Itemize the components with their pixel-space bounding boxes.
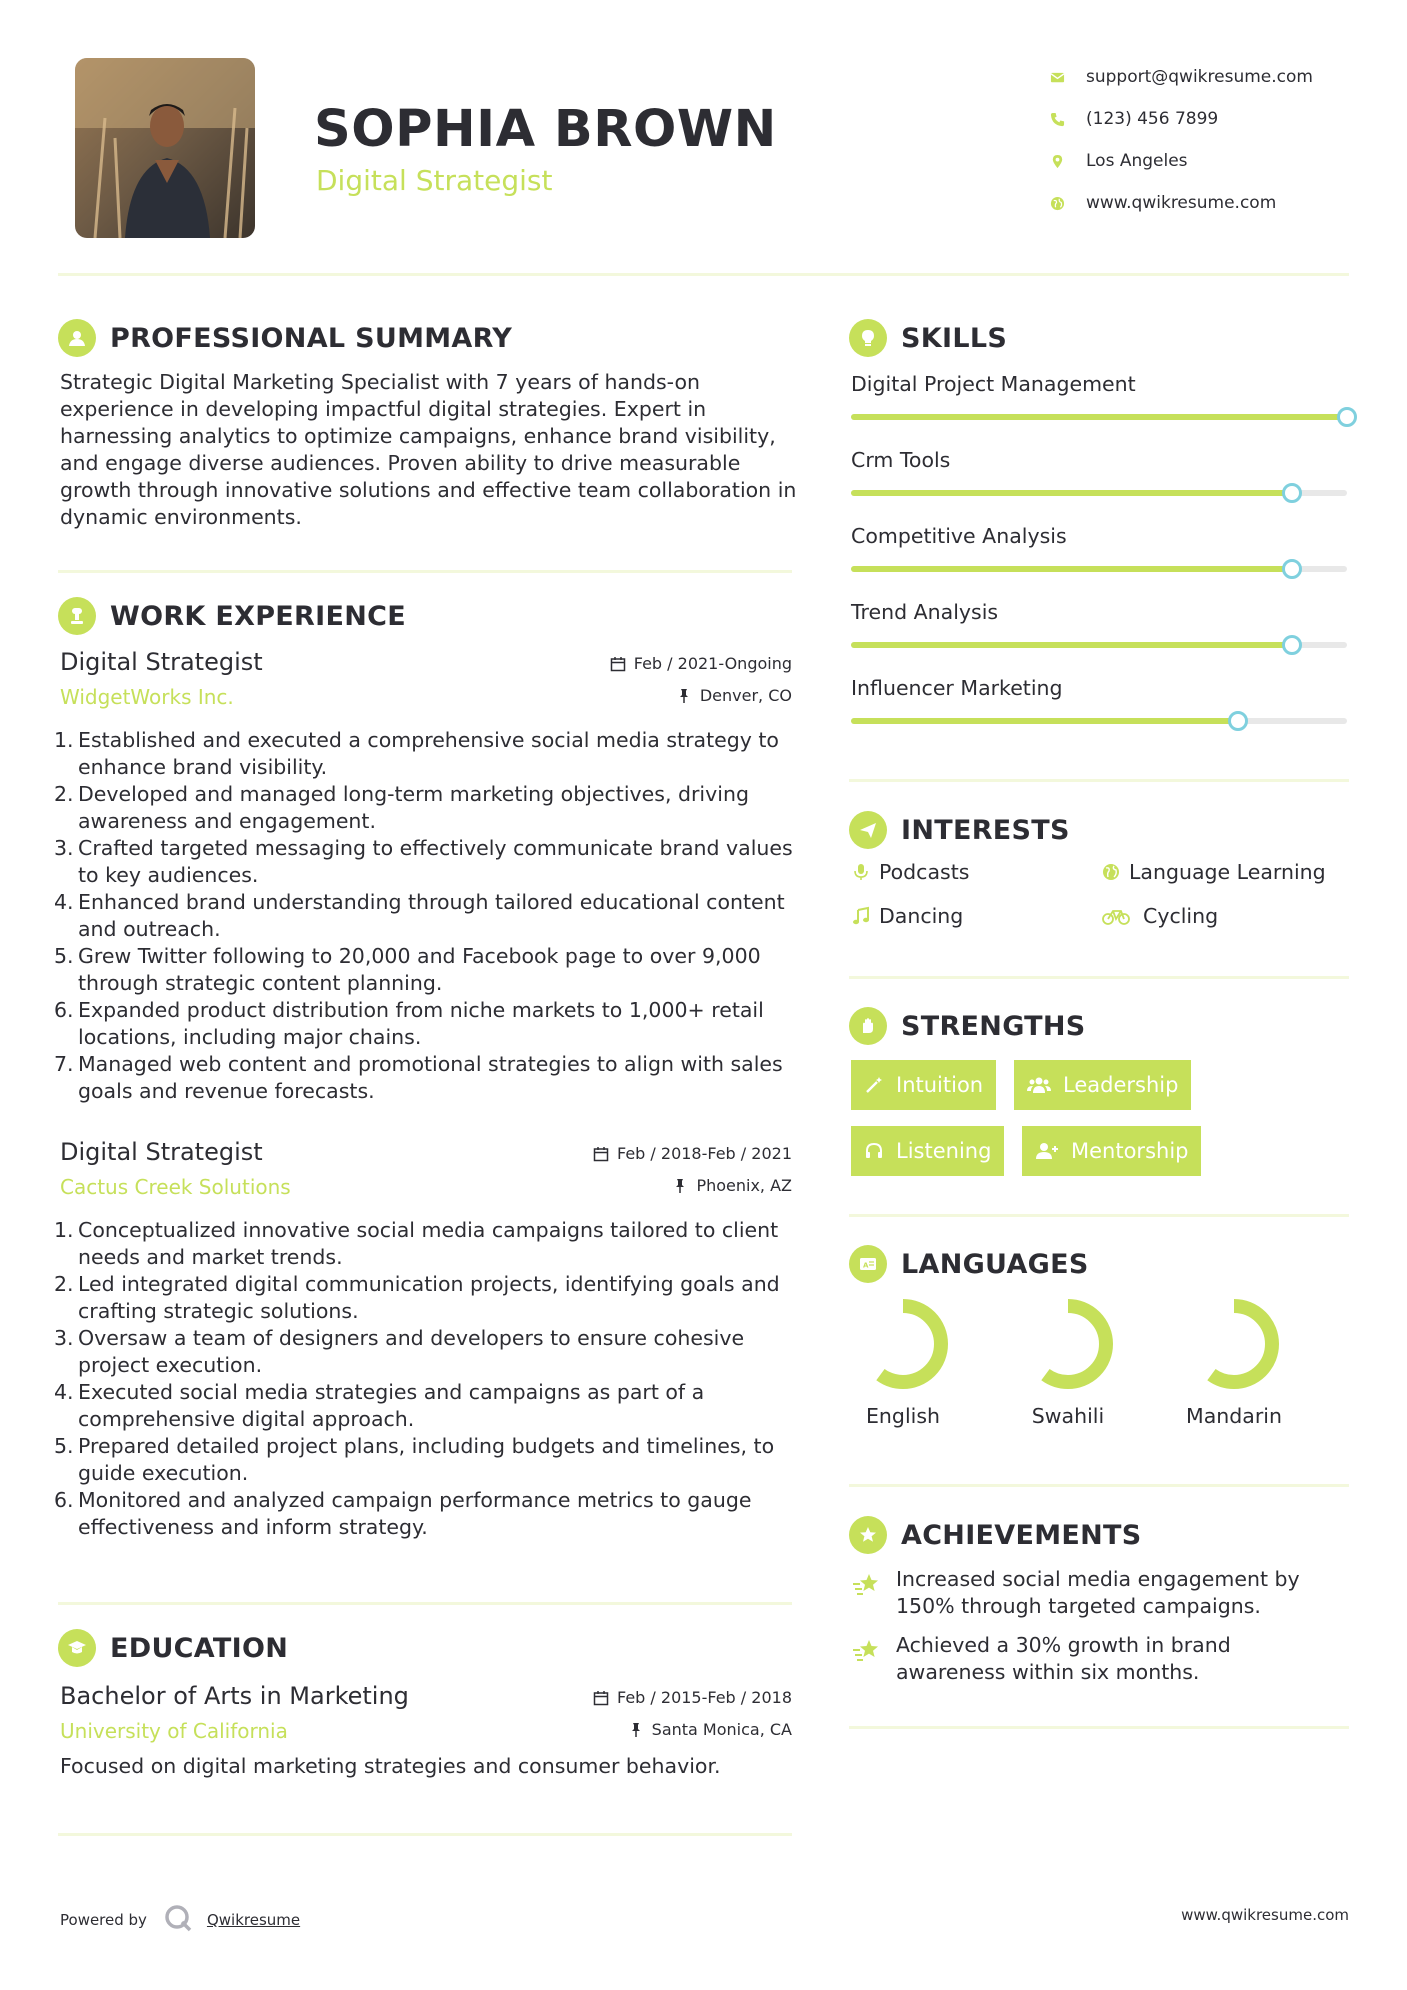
globe-icon (1101, 862, 1129, 882)
interest-item (1101, 904, 1218, 928)
job-role: Digital Strategist (60, 648, 263, 676)
candidate-name: SOPHIA BROWN (314, 100, 777, 159)
powered-by-label: Powered by (60, 1911, 147, 1929)
achievements-heading (849, 1516, 1142, 1554)
strength-label: Leadership (1063, 1073, 1179, 1097)
strength-tag (851, 1060, 996, 1110)
strength-tag (1022, 1126, 1201, 1176)
skill-bar-knob (1282, 635, 1302, 655)
qwikresume-link[interactable]: Qwikresume (206, 1911, 301, 1929)
list-item: 7. Managed web content and promotional strategies to align with sales goals and revenue forecasts. (54, 1052, 783, 1103)
globe-icon (1050, 196, 1086, 211)
envelope-icon (1050, 70, 1086, 85)
skill-item (851, 600, 1351, 624)
achievements-divider (849, 1726, 1349, 1729)
strength-label: Listening (896, 1139, 992, 1163)
list-item: 3. Oversaw a team of designers and developers to ensure cohesive project execution. (54, 1326, 745, 1377)
headphones-icon (864, 1141, 884, 1161)
calendar-icon (593, 1146, 609, 1162)
skill-bar-fill (851, 414, 1347, 420)
list-item: 2. Led integrated digital communication projects, identifying goals and crafting strategic solutions. (54, 1272, 780, 1323)
language-label: Swahili (1031, 1404, 1105, 1428)
job-location-text: Denver, CO (699, 686, 792, 705)
contact-location-text: Los Angeles (1086, 151, 1188, 171)
languages-divider (849, 1484, 1349, 1487)
interests-divider (849, 976, 1349, 979)
summary-text: Strategic Digital Marketing Specialist with 7 years of hands-on experience in developing impactful digital strategies. Expert in harnessing analytics to optimize campaigns, enhance brand visibility, and engage diverse audiences. Proven ability to drive measurable growth through innovative solutions and effective team collaboration in dynamic environments. (60, 370, 797, 529)
skill-bar-knob (1228, 711, 1248, 731)
education-location-text: Santa Monica, CA (651, 1720, 792, 1739)
education-degree: Bachelor of Arts in Marketing (60, 1682, 409, 1710)
language-item (1159, 1298, 1309, 1428)
experience-heading (58, 597, 406, 635)
shooting-star-icon (851, 1636, 881, 1666)
language-label: Mandarin (1186, 1404, 1282, 1428)
calendar-icon (610, 656, 626, 672)
contact-location (1050, 140, 1313, 182)
interest-item (851, 904, 963, 928)
skills-heading (849, 319, 1007, 357)
magic-wand-icon (864, 1075, 884, 1095)
summary-divider (58, 570, 792, 573)
bicycle-icon (1101, 906, 1143, 926)
strength-tag (1014, 1060, 1191, 1110)
contact-email[interactable] (1050, 56, 1313, 98)
profile-photo (75, 58, 255, 238)
skill-item (851, 524, 1351, 548)
interest-item (851, 860, 969, 884)
header-divider (58, 273, 1349, 276)
education-heading-text: EDUCATION (110, 1632, 289, 1664)
paper-plane-icon (849, 811, 887, 849)
skill-label: Influencer Marketing (851, 676, 1063, 700)
summary-heading (58, 319, 512, 357)
language-progress-ring (1188, 1298, 1280, 1390)
user-plus-icon (1035, 1141, 1059, 1161)
contact-list (1050, 56, 1313, 224)
interests-heading (849, 811, 1070, 849)
experience-divider (58, 1602, 792, 1605)
svg-text:A: A (863, 1261, 869, 1270)
list-item: 4. Enhanced brand understanding through tailored educational content and outreach. (54, 890, 785, 941)
map-pin-icon (1050, 154, 1086, 169)
calendar-icon (593, 1690, 609, 1706)
list-item: 3. Crafted targeted messaging to effectively communicate brand values to key audiences. (54, 836, 793, 887)
microphone-icon (851, 862, 879, 882)
language-progress-ring (857, 1298, 949, 1390)
job-dates-text: Feb / 2018-Feb / 2021 (617, 1144, 792, 1163)
job-dates (593, 1144, 792, 1163)
skill-bar-fill (851, 718, 1238, 724)
list-item: 6. Expanded product distribution from niche markets to 1,000+ retail locations, including major chains. (54, 998, 764, 1049)
skill-item (851, 676, 1351, 700)
job-entry (54, 648, 793, 1108)
experience-heading-text: WORK EXPERIENCE (110, 600, 406, 632)
list-item: 1. Conceptualized innovative social media campaigns tailored to client needs and market trends. (54, 1218, 779, 1269)
list-item: 2. Developed and managed long-term marketing objectives, driving awareness and engagement. (54, 782, 749, 833)
language-icon (849, 1245, 887, 1283)
strength-label: Mentorship (1071, 1139, 1189, 1163)
language-progress-ring (1022, 1298, 1114, 1390)
language-item (993, 1298, 1143, 1428)
list-item: 5. Prepared detailed project plans, including budgets and timelines, to guide execution. (54, 1434, 775, 1485)
education-location (628, 1720, 792, 1739)
strengths-divider (849, 1214, 1349, 1217)
job-bullets (54, 727, 800, 1105)
summary-heading-text: PROFESSIONAL SUMMARY (110, 322, 513, 354)
skill-bar (851, 490, 1347, 496)
education-description: Focused on digital marketing strategies and consumer behavior. (60, 1754, 721, 1778)
interest-item (1101, 860, 1326, 884)
achievement-item (851, 1632, 1321, 1686)
users-icon (1027, 1075, 1051, 1095)
skill-bar-fill (851, 642, 1292, 648)
shooting-star-icon (851, 1570, 881, 1600)
language-label: English (865, 1404, 941, 1428)
strengths-heading (849, 1007, 1086, 1045)
user-icon (58, 319, 96, 357)
interest-label: Language Learning (1129, 860, 1326, 884)
interests-heading-text: INTERESTS (901, 814, 1070, 846)
education-heading (58, 1629, 288, 1667)
interest-label: Podcasts (879, 860, 970, 884)
phone-icon (1050, 112, 1086, 127)
job-location (672, 1176, 792, 1195)
footer-powered-by (60, 1903, 300, 1937)
list-item: 5. Grew Twitter following to 20,000 and Facebook page to over 9,000 through strategic content planning. (54, 944, 761, 995)
achievement-text: Achieved a 30% growth in brand awareness within six months. (896, 1633, 1231, 1684)
music-note-icon (851, 906, 879, 926)
skill-bar-knob (1282, 559, 1302, 579)
interest-label: Dancing (879, 904, 964, 928)
skill-bar-knob (1282, 483, 1302, 503)
skill-bar-fill (851, 490, 1292, 496)
job-company: WidgetWorks Inc. (60, 685, 234, 709)
strength-label: Intuition (896, 1073, 984, 1097)
qwikresume-logo-icon (163, 1903, 193, 1937)
achievement-item (851, 1566, 1321, 1620)
skill-label: Trend Analysis (851, 600, 999, 624)
strength-tag (851, 1126, 1004, 1176)
job-dates (610, 654, 792, 673)
briefcase-icon (58, 597, 96, 635)
contact-website[interactable] (1050, 182, 1313, 224)
education-divider (58, 1833, 792, 1836)
skill-label: Crm Tools (851, 448, 951, 472)
skill-label: Digital Project Management (851, 372, 1136, 396)
achievements-heading-text: ACHIEVEMENTS (901, 1519, 1142, 1551)
skill-item (851, 448, 1351, 472)
contact-website-text: www.qwikresume.com (1086, 193, 1277, 213)
footer-website[interactable]: www.qwikresume.com (1181, 1906, 1349, 1924)
interest-label: Cycling (1143, 904, 1219, 928)
job-location-text: Phoenix, AZ (696, 1176, 792, 1195)
education-dates (593, 1688, 792, 1707)
job-company: Cactus Creek Solutions (60, 1175, 291, 1199)
strengths-heading-text: STRENGTHS (901, 1010, 1086, 1042)
skills-heading-text: SKILLS (901, 322, 1008, 354)
lightbulb-icon (849, 319, 887, 357)
job-role: Digital Strategist (60, 1138, 263, 1166)
job-dates-text: Feb / 2021-Ongoing (633, 654, 792, 673)
languages-heading-text: LANGUAGES (901, 1248, 1089, 1280)
contact-phone-text: (123) 456 7899 (1086, 109, 1219, 129)
contact-email-text: support@qwikresume.com (1086, 67, 1313, 87)
candidate-title: Digital Strategist (316, 164, 553, 197)
skill-bar (851, 718, 1347, 724)
list-item: 1. Established and executed a comprehensive social media strategy to enhance brand visibility. (54, 728, 779, 779)
languages-heading (849, 1245, 1089, 1283)
job-location (676, 686, 792, 705)
skill-bar (851, 642, 1347, 648)
list-item: 6. Monitored and analyzed campaign performance metrics to gauge effectiveness and inform strategy. (54, 1488, 752, 1539)
job-entry (54, 1138, 792, 1558)
achievement-text: Increased social media engagement by 150% through targeted campaigns. (896, 1567, 1300, 1618)
education-entry (60, 1682, 792, 1792)
skill-label: Competitive Analysis (851, 524, 1067, 548)
language-item (828, 1298, 978, 1428)
skill-bar (851, 566, 1347, 572)
skill-item (851, 372, 1351, 396)
contact-phone[interactable] (1050, 98, 1313, 140)
skills-divider (849, 779, 1349, 782)
skill-bar-knob (1337, 407, 1357, 427)
pushpin-icon (672, 1178, 688, 1194)
pushpin-icon (676, 688, 692, 704)
list-item: 4. Executed social media strategies and campaigns as part of a comprehensive digital approach. (54, 1380, 705, 1431)
pushpin-icon (628, 1722, 644, 1738)
star-badge-icon (849, 1516, 887, 1554)
graduation-icon (58, 1629, 96, 1667)
education-school: University of California (60, 1719, 288, 1743)
hand-icon (849, 1007, 887, 1045)
education-dates-text: Feb / 2015-Feb / 2018 (617, 1688, 792, 1707)
job-bullets (54, 1217, 800, 1541)
skill-bar (851, 414, 1347, 420)
skill-bar-fill (851, 566, 1292, 572)
